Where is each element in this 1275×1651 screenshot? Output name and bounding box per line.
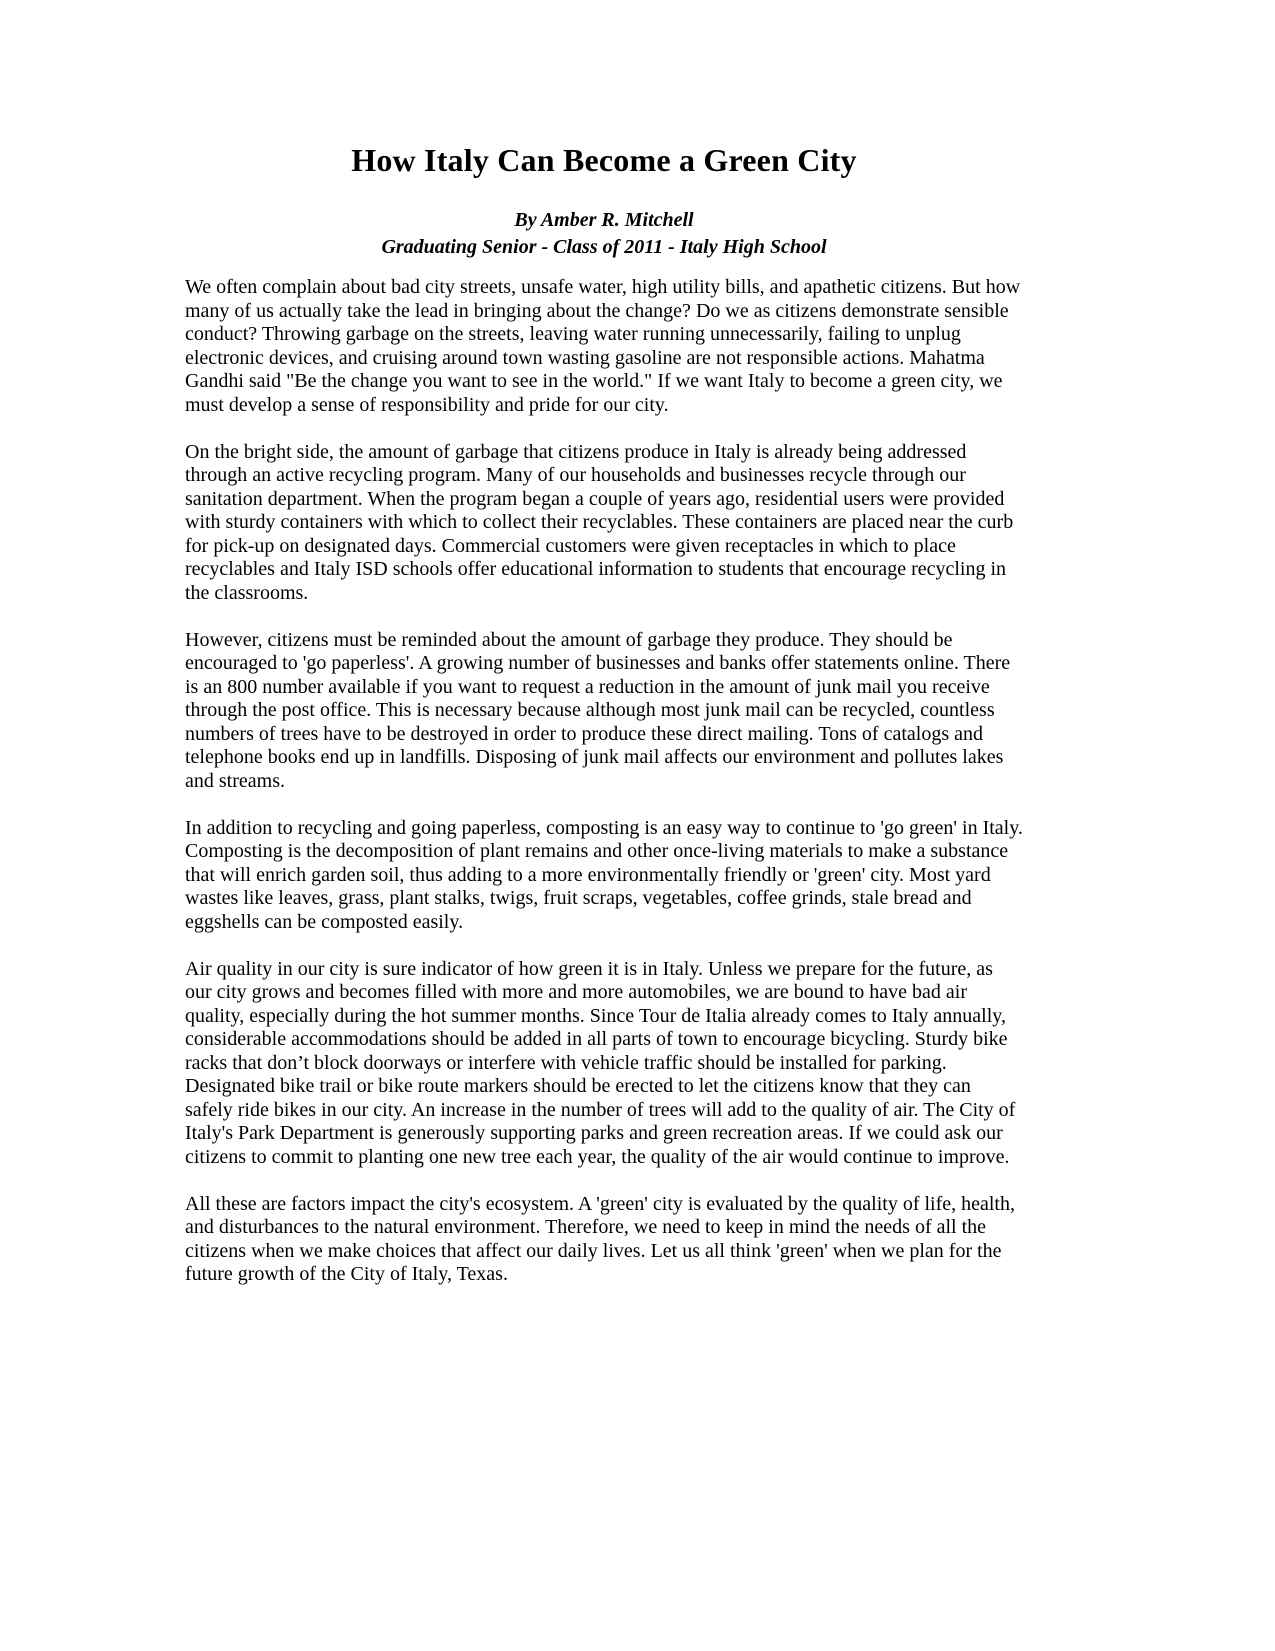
paragraph-composting: In addition to recycling and going paperless, composting is an easy way to continue to 'go green' in Italy. Composting is the decomposition of plant remains and other once-living materials to make a substance that will enrich garden soil, thus adding to a more environmentally friendly or 'green' city. Most yard wastes like leaves, grass, plant stalks, twigs, fruit scraps, vegetables, coffee grinds, stale bread and eggshells can be composted easily. <box>185 816 1023 933</box>
byline-credentials: Graduating Senior - Class of 2011 - Italy High School <box>381 236 827 258</box>
document-title: How Italy Can Become a Green City <box>351 142 857 178</box>
paragraph-paperless: However, citizens must be reminded about the amount of garbage they produce. They should be encouraged to 'go paperless'. A growing number of businesses and banks offer statements online. There is an 800 number available if you want to request a reduction in the amount of junk mail you receive through the post office. This is necessary because although most junk mail can be recycled, countless numbers of trees have to be destroyed in order to produce these direct mailing. Tons of catalogs and telephone books end up in landfills. Disposing of junk mail affects our environment and pollutes lakes and streams. <box>185 628 1011 792</box>
byline-author: By Amber R. Mitchell <box>514 209 694 231</box>
document-body <box>185 276 1023 1287</box>
paragraph-recycling: On the bright side, the amount of garbage that citizens produce in Italy is already being addressed through an active recycling program. Many of our households and businesses recycle through our sanitation department. When the program began a couple of years ago, residential users were provided with sturdy containers with which to collect their recyclables. These containers are placed near the curb for pick-up on designated days. Commercial customers were given receptacles in which to place recyclables and Italy ISD schools offer educational information to students that encourage recycling in the classrooms. <box>185 440 1014 604</box>
paragraph-intro: We often complain about bad city streets, unsafe water, high utility bills, and apathetic citizens. But how many of us actually take the lead in bringing about the change? Do we as citizens demonstrate sensible conduct? Throwing garbage on the streets, leaving water running unnecessarily, failing to unplug electronic devices, and cruising around town wasting gasoline are not responsible actions. Mahatma Gandhi said "Be the change you want to see in the world." If we want Italy to become a green city, we must develop a sense of responsibility and pride for our city. <box>185 276 1021 416</box>
byline-block <box>185 207 1023 261</box>
paragraph-conclusion: All these are factors impact the city's ecosystem. A 'green' city is evaluated by the quality of life, health, and disturbances to the natural environment. Therefore, we need to keep in mind the needs of all the citizens when we make choices that affect our daily lives. Let us all think 'green' when we plan for the future growth of the City of Italy, Texas. <box>185 1192 1015 1285</box>
paragraph-air-quality: Air quality in our city is sure indicator of how green it is in Italy. Unless we prepare for the future, as our city grows and becomes filled with more and more automobiles, we are bound to have bad air quality, especially during the hot summer months. Since Tour de Italia already comes to Italy annually, considerable accommodations should be added in all parts of town to encourage bicycling. Sturdy bike racks that don’t block doorways or interfere with vehicle traffic should be installed for parking. Designated bike trail or bike route markers should be erected to let the citizens know that they can safely ride bikes in our city. An increase in the number of trees will add to the quality of air. The City of Italy's Park Department is generously supporting parks and green recreation areas. If we could ask our citizens to commit to planting one new tree each year, the quality of the air would continue to improve. <box>185 957 1016 1168</box>
